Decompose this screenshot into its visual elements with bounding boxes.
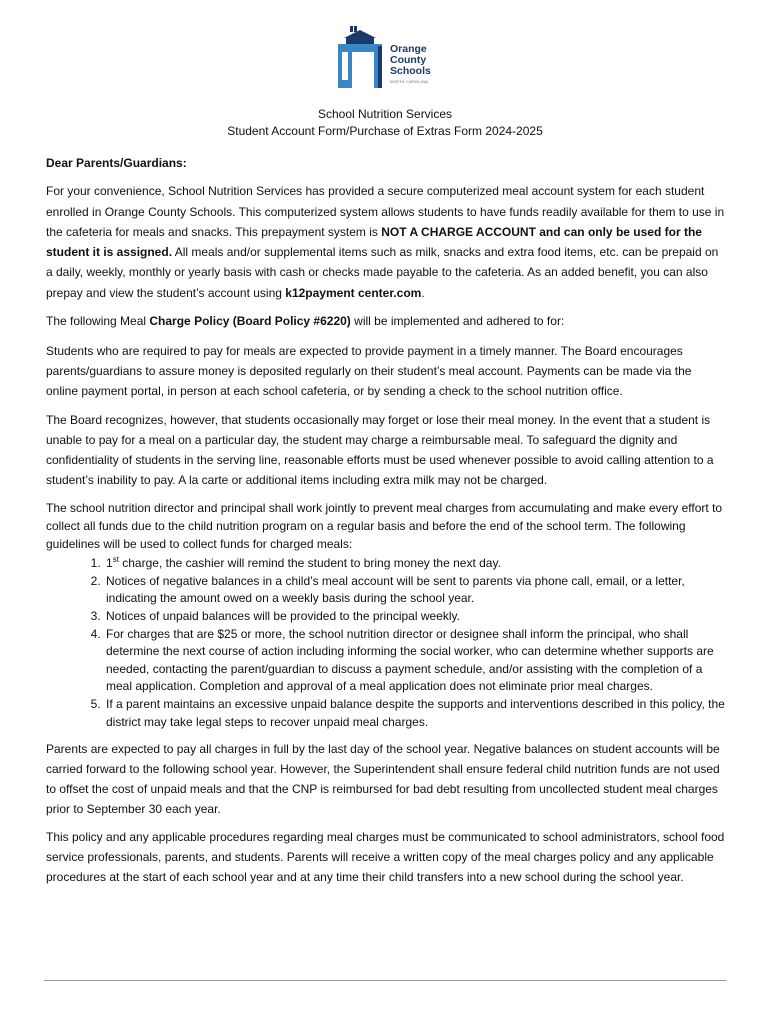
guidelines-list [46, 555, 726, 731]
department-title: School Nutrition Services [317, 107, 453, 121]
payment-site-link[interactable]: k12payment center.com [285, 285, 422, 300]
intro-text-d: . [421, 285, 425, 300]
list-item: 2. Notices of negative balances in a child’s meal account will be sent to parents via phone call, email, or a letter, indicating the amount owed on a weekly basis during the school year. [104, 573, 726, 608]
paragraph-payment-expectation: Students who are required to pay for meals are expected to provide payment in a timely manner. The Board encourages parents/guardians to assure money is deposited regularly on their student’s meal account. Payments can be made via the online payment portal, in person at each school cafeteria, or by sending a check to the school nutrition office. [46, 344, 692, 399]
first-number: 1 [106, 556, 113, 571]
list-item: 5. If a parent maintains an excessive unpaid balance despite the supports and interventions described in this policy, the district may take legal steps to recover unpaid meal charges. [104, 696, 726, 731]
list-item: 4. For charges that are $25 or more, the school nutrition director or designee shall inform the principal, who shall determine the next course of action including informing the social worker, who can determine whether supports are needed, contacting the parent/guardian to discuss a payment schedule, and/or assisting with the completion of a meal application. Completion and approval of a meal application does not eliminate prior meal charges. [104, 626, 726, 696]
policy-name-bold: Charge Policy (Board Policy #6220) [149, 314, 351, 329]
list-item-text: charge, the cashier will remind the student to bring money the next day. [118, 556, 501, 571]
intro-text-a: For your convenience, School Nutrition Services has provided a secure computerized meal account system for each student enrolled in Orange County Schools. This computerized system allows students to have funds readily available for them to use in the cafeteria for meals and snacks. This prepayment system is [46, 184, 725, 239]
footer-divider [44, 980, 726, 981]
logo-line-county: County [390, 54, 427, 66]
intro-bold-not-charge: NOT A CHARGE ACCOUNT and can only be used for the student it is assigned. [46, 224, 702, 260]
policy-text-a: The following Meal [46, 314, 150, 329]
paragraph-intro [46, 181, 726, 303]
school-building-icon [338, 26, 382, 88]
greeting: Dear Parents/Guardians: [46, 156, 187, 170]
policy-text-c: will be implemented and adhered to for: [350, 314, 565, 329]
list-item [104, 555, 726, 573]
paragraph-year-end: Parents are expected to pay all charges in full by the last day of the school year. Negative balances on student accounts will be carried forward to the following school year. However, the Superintendent shall ensure federal child nutrition funds are not used to offset the cost of unpaid meals and that the CNP is reimbursed for bad debt resulting from uncollected student meal charges prior to September 30 each year. [46, 742, 720, 817]
paragraph-collection-guidelines: The school nutrition director and principal shall work jointly to prevent meal charges from accumulating and make every effort to collect all funds due to the child nutrition program on a regular basis and before the end of the school term. The following guidelines will be used to collect funds for charged meals: [46, 501, 723, 551]
logo-tagline: NORTH CAROLINA [390, 80, 429, 84]
logo-line-orange: Orange [390, 43, 427, 55]
list-item: 3. Notices of unpaid balances will be provided to the principal weekly. [104, 608, 726, 626]
form-title: Student Account Form/Purchase of Extras Form 2024-2025 [227, 124, 543, 138]
paragraph-policy-intro [46, 311, 726, 331]
intro-text-c: All meals and/or supplemental items such as milk, snacks and extra food items, etc. can be prepaid on a daily, weekly, monthly or yearly basis with cash or checks made payable to the cafeteria. As an added benefit, you can also prepay and view the student’s account using [46, 245, 719, 300]
letter-body [46, 153, 726, 887]
logo-line-schools: Schools [390, 65, 431, 77]
logo-wordmark [390, 44, 431, 77]
paragraph-forget-money: The Board recognizes, however, that students occasionally may forget or lose their meal money. In the event that a student is unable to pay for a meal on a particular day, the student may charge a reimbursable meal. To safeguard the dignity and confidentiality of students in the serving line, reasonable efforts must be used whenever possible to avoid calling attention to a student’s inability to pay. A la carte or additional items including extra milk may not be charged. [46, 413, 714, 488]
ordinal-suffix: st [112, 555, 119, 565]
paragraph-communication: This policy and any applicable procedures regarding meal charges must be communicated to school administrators, school food service professionals, parents, and students. Parents will receive a written copy of the meal charges policy and any applicable procedures at the start of each school year and at any time their child transfers into a new school during the school year. [46, 830, 725, 885]
